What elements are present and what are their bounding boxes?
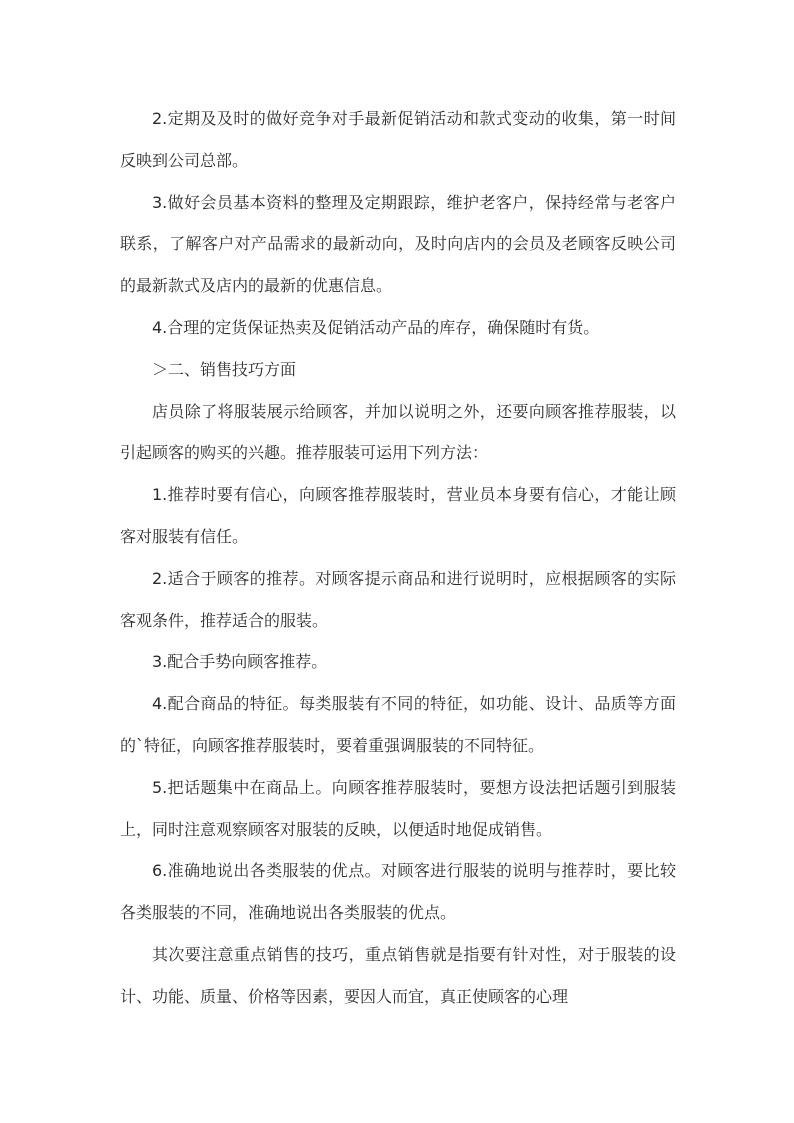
paragraph-stock-ordering: 4.合理的定货保证热卖及促销活动产品的库存，确保随时有货。: [152, 317, 600, 337]
paragraph-recommend-intro: 店员除了将服装展示给顾客，并加以说明之外，还要向顾客推荐服装，以引起顾客的购买的兴趣。推荐服装可运用下列方法：: [120, 401, 676, 463]
paragraph-advantages: 6.准确地说出各类服装的优点。对顾客进行服装的说明与推荐时，要比较各类服装的不同，准确地说出各类服装的优点。: [120, 861, 676, 923]
section-heading-sales-skills: ＞二、销售技巧方面: [152, 359, 297, 379]
paragraph-confidence: 1.推荐时要有信心，向顾客推荐服装时，营业员本身要有信心，才能让顾客对服装有信任。: [120, 485, 676, 546]
paragraph-focus-topic: 5.把话题集中在商品上。向顾客推荐服装时，要想方设法把话题引到服装上，同时注意观察顾客对服装的反映，以便适时地促成销售。: [120, 777, 676, 839]
paragraph-gestures: 3.配合手势向顾客推荐。: [152, 652, 328, 672]
paragraph-member-followup: 3.做好会员基本资料的整理及定期跟踪，维护老客户，保持经常与老客户联系，了解客户对产品需求的最新动向，及时向店内的会员及老顾客反映公司的最新款式及店内的最新的优惠信息。: [120, 192, 676, 296]
paragraph-key-selling: 其次要注意重点销售的技巧，重点销售就是指要有针对性，对于服装的设计、功能、质量、价格等因素，要因人而宜，真正使顾客的心理: [120, 944, 676, 1006]
document-body: [120, 98, 676, 1018]
paragraph-product-features: 4.配合商品的特征。每类服装有不同的特征，如功能、设计、品质等方面的`特征，向顾客推荐服装时，要着重强调服装的不同特征。: [120, 694, 676, 755]
paragraph-competitor-tracking: 2.定期及及时的做好竞争对手最新促销活动和款式变动的收集，第一时间反映到公司总部。: [120, 109, 676, 170]
paragraph-suitable-recommendation: 2.适合于顾客的推荐。对顾客提示商品和进行说明时，应根据顾客的实际客观条件，推荐适合的服装。: [120, 568, 676, 630]
